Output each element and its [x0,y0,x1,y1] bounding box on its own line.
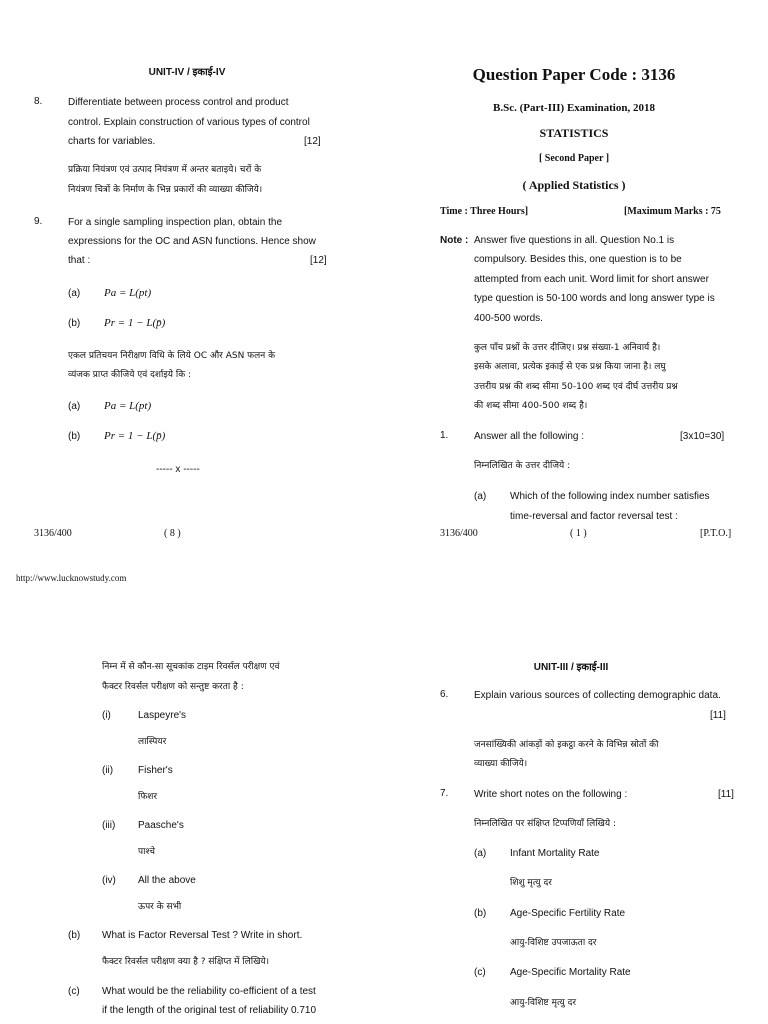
q9-line-3: that : [68,255,91,266]
qc-line-1: What would be the reliability co-efficient of a test [102,986,316,997]
q7-item-a-en: Infant Mortality Rate [510,848,600,859]
q7-text: Write short notes on the following : [474,789,628,800]
source-url: http://www.lucknowstudy.com [16,573,127,583]
subject: STATISTICS [539,126,609,140]
q7-item-c-en: Age-Specific Mortality Rate [510,967,631,978]
q9-hindi-item-b-expr: Pr = 1 − L(p̄) [104,430,166,442]
qb-en: What is Factor Reversal Test ? Write in short. [102,930,303,941]
q7-item-a-label: (a) [474,848,487,859]
note-line-4: type question is 50-100 words and long answer type is [474,293,715,304]
note-line-5: 400-500 words. [474,313,543,324]
option-iv-hi: ऊपर के सभी [138,902,182,912]
option-ii-label: (ii) [102,765,114,776]
qc-line-2: if the length of the original test of reliability 0.710 [102,1005,317,1016]
q7-item-a-hi: शिशु मृत्यु दर [510,878,552,888]
footer-code: 3136/400 [34,528,72,539]
note-hindi-line-3: उत्तरीय प्रश्न की शब्द सीमा 50-100 शब्द एवं दीर्घ उत्तरीय प्रश्न [474,382,678,392]
note-hindi-line-1: कुल पाँच प्रश्नों के उत्तर दीजिए। प्रश्न संख्या-1 अनिवार्य है। [474,343,661,353]
option-iv-en: All the above [138,875,196,886]
unit-iv-heading: UNIT-IV / इकाई-IV [148,67,226,78]
q8-line-1: Differentiate between process control and product [68,97,289,108]
note-line-1: Answer five questions in all. Question No.1 is [474,235,675,246]
footer-page-number: ( 1 ) [570,528,587,539]
option-i-label: (i) [102,710,111,721]
q9-item-b-label: (b) [68,318,81,329]
q6-marks: [11] [710,710,726,721]
qb-label: (b) [68,930,81,941]
option-i-en: Laspeyre's [138,710,187,721]
end-mark: ----- x ----- [156,464,200,475]
option-ii-hi: फिशर [138,792,158,802]
q8-line-2: control. Explain construction of various types of control [68,117,310,128]
note-label: Note : [440,235,469,246]
time-allowed: Time : Three Hours] [440,206,529,217]
option-iii-hi: पाश्चे [138,847,155,857]
q6-number: 6. [440,689,449,700]
q9-hindi-line-2: व्यंजक प्राप्त कीजिये एवं दर्शाइये कि : [68,370,192,380]
q8-marks: [12] [304,136,321,147]
q7-number: 7. [440,788,449,799]
q6-hindi-line-1: जनसांख्यिकी आंकड़ों को इकट्ठा करने के विभिन्न स्रोतों की [474,740,659,750]
q8-line-3: charts for variables. [68,136,156,147]
q7-item-c-hi: आयु-विशिष्ट मृत्यु दर [510,998,577,1008]
q1a-label: (a) [474,491,487,502]
q7-hindi: निम्नलिखित पर संक्षिप्त टिप्पणियाँ लिखिये : [474,819,616,829]
q8-number: 8. [34,96,43,107]
note-hindi-line-4: की शब्द सीमा 400-500 शब्द है। [474,401,588,411]
page-7 [384,640,768,1024]
option-i-hi: लास्पियर [138,737,167,747]
paper-name: ( Applied Statistics ) [522,178,626,192]
intro-hindi-line-2: फैक्टर रिवर्सल परीक्षण को सन्तुष्ट करता है : [102,682,244,692]
q1-number: 1. [440,430,449,441]
q9-number: 9. [34,216,43,227]
q1-marks: [3x10=30] [680,431,725,442]
note-line-3: attempted from each unit. Word limit for short answer [474,274,709,285]
q7-item-b-label: (b) [474,908,487,919]
q8-hindi-line-1: प्रक्रिया नियंत्रण एवं उत्पाद नियंत्रण में अन्तर बताइये। चरों के [68,165,262,175]
q9-item-a-expr: Pa = L(pt) [104,287,152,299]
page-1 [384,0,768,560]
option-iii-en: Paasche's [138,820,184,831]
footer-page-number: ( 8 ) [164,528,181,539]
unit-iii-heading: UNIT-III / इकाई-III [533,662,609,673]
q9-line-1: For a single sampling inspection plan, obtain the [68,217,283,228]
q9-line-2: expressions for the OC and ASN functions. Hence show [68,236,316,247]
q7-marks: [11] [718,789,734,800]
paper-number: [ Second Paper ] [538,153,610,164]
qc-label: (c) [68,986,80,997]
note-hindi-line-2: इसके अलावा, प्रत्येक इकाई से एक प्रश्न किया जाना है। लघु [474,362,666,372]
q1a-line-2: time-reversal and factor reversal test : [510,511,678,522]
qb-hi: फैक्टर रिवर्सल परीक्षण क्या है ? संक्षिप्त में लिखिये। [102,957,270,967]
q9-hindi-item-a-expr: Pa = L(pt) [104,400,152,412]
q9-marks: [12] [310,255,327,266]
q9-item-b-expr: Pr = 1 − L(p̄) [104,317,166,329]
q9-hindi-item-a-label: (a) [68,401,81,412]
page-2 [0,640,384,1024]
q7-item-c-label: (c) [474,967,486,978]
footer-pto: [P.T.O.] [700,528,732,539]
q6-hindi-line-2: व्याख्या कीजिये। [474,759,528,769]
q1a-line-1: Which of the following index number satisfies [510,491,710,502]
question-paper-code: Question Paper Code : 3136 [472,65,676,84]
q9-hindi-line-1: एकल प्रतिचयन निरीक्षण विधि के लिये OC और ASN फलन के [68,351,275,361]
option-iii-label: (iii) [102,820,116,831]
option-ii-en: Fisher's [138,765,173,776]
q6-text: Explain various sources of collecting demographic data. [474,690,721,701]
option-iv-label: (iv) [102,875,116,886]
exam-name: B.Sc. (Part-III) Examination, 2018 [493,102,655,114]
q9-hindi-item-b-label: (b) [68,431,81,442]
maximum-marks: [Maximum Marks : 75 [624,206,721,217]
q1-hindi: निम्नलिखित के उत्तर दीजिये : [474,461,571,471]
page-8 [0,0,384,560]
q8-hindi-line-2: नियंत्रण चित्रों के निर्माण के भिन्न प्रकारों की व्याख्या कीजिये। [68,185,263,195]
q1-text: Answer all the following : [474,431,585,442]
q7-item-b-en: Age-Specific Fertility Rate [510,908,626,919]
intro-hindi-line-1: निम्न में से कौन-सा सूचकांक टाइम रिवर्सल परीक्षण एवं [102,662,280,672]
note-line-2: compulsory. Besides this, one question is to be [474,254,682,265]
q9-item-a-label: (a) [68,288,81,299]
footer-code: 3136/400 [440,528,478,539]
q7-item-b-hi: आयु-विशिष्ट उपजाऊता दर [510,938,597,948]
